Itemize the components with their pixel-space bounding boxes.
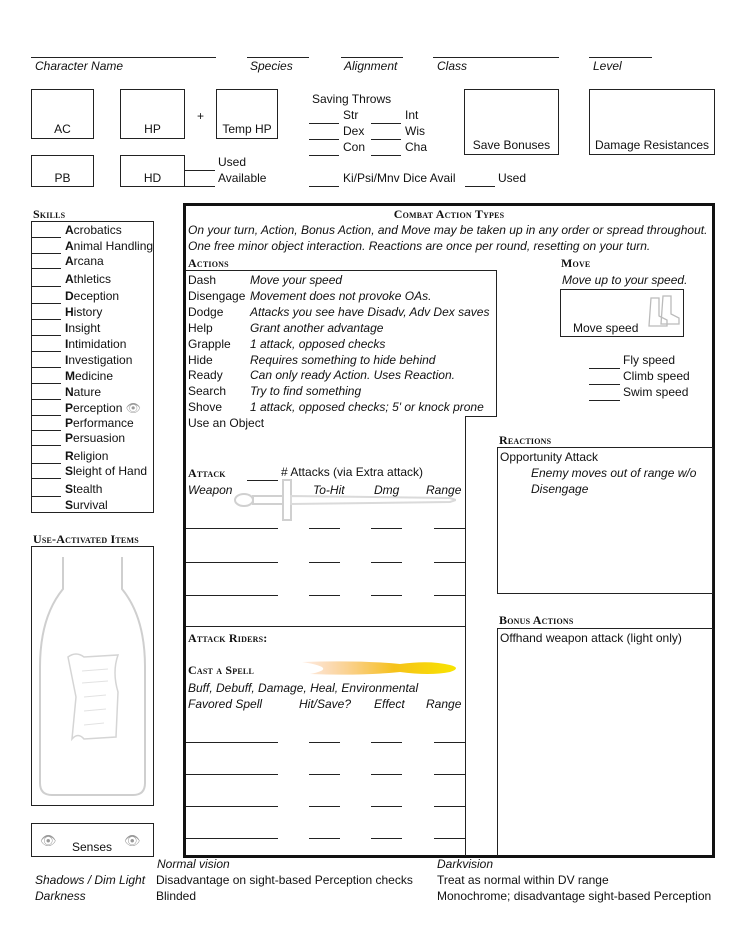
skill-name (65, 482, 102, 496)
dmg-header: Dmg (374, 483, 400, 497)
skill-rest: erception (73, 401, 123, 415)
vision-row-dark: Treat as normal within DV range (437, 873, 609, 887)
hd-available-label: Available (218, 171, 267, 185)
skill-initial: M (65, 369, 75, 383)
spell-field-name[interactable] (186, 774, 278, 775)
skill-proficiency-line[interactable] (32, 383, 61, 384)
level-line[interactable] (589, 57, 652, 58)
dex-save-line[interactable] (309, 139, 339, 140)
skill-name (65, 321, 100, 335)
action-description: Try to find something (250, 384, 362, 399)
skill-initial: A (65, 254, 74, 268)
skill-rest: ntimidation (68, 337, 127, 351)
eye-icon: 👁 (124, 833, 141, 848)
skill-rest: thletics (73, 272, 112, 286)
str-save-line[interactable] (309, 123, 339, 124)
favored-spell-header: Favored Spell (188, 697, 263, 711)
attack-field-hit[interactable] (309, 595, 340, 596)
skill-rest: tealth (73, 482, 103, 496)
int-label: Int (405, 108, 419, 122)
skill-initial: N (65, 385, 74, 399)
con-label: Con (343, 140, 366, 154)
spell-field-effect[interactable] (371, 774, 402, 775)
hd-used-label: Used (218, 155, 247, 169)
skill-initial: H (65, 305, 74, 319)
senses-label: Senses (72, 840, 113, 854)
action-name: Use an Object (188, 416, 265, 431)
species-label: Species (250, 59, 293, 73)
move-speed-box[interactable] (560, 289, 684, 337)
save-bonuses-box[interactable] (464, 89, 559, 155)
darkvision-header: Darkvision (437, 857, 494, 871)
reactions-box[interactable] (497, 447, 713, 594)
skill-initial: I (65, 337, 69, 351)
spell-field-name[interactable] (186, 742, 278, 743)
skill-rest: eligion (73, 449, 109, 463)
spell-field-hit[interactable] (309, 742, 340, 743)
skill-rest: nimal Handling (73, 239, 154, 253)
skill-name (65, 449, 108, 463)
spell-field-hit[interactable] (309, 806, 340, 807)
skill-proficiency-line[interactable] (32, 399, 61, 400)
skill-initial: A (65, 272, 74, 286)
skill-rest: edicine (75, 369, 114, 383)
skill-initial: I (65, 321, 69, 335)
pb-box[interactable] (31, 155, 94, 187)
skill-rest: erformance (73, 416, 134, 430)
skill-initial: S (65, 464, 74, 478)
vision-row-label: Shadows / Dim Light (35, 873, 146, 887)
reaction-name: Opportunity Attack (500, 450, 599, 464)
vision-row-label: Darkness (35, 889, 86, 903)
skill-proficiency-line[interactable] (32, 463, 61, 464)
skill-proficiency-line[interactable] (32, 351, 61, 352)
actions-title: Actions (188, 256, 229, 270)
int-save-line[interactable] (371, 123, 401, 124)
weapon-header: Weapon (188, 483, 233, 497)
skill-rest: nvestigation (68, 353, 133, 367)
spell-field-effect[interactable] (371, 838, 402, 839)
skill-proficiency-line[interactable] (32, 303, 61, 304)
skill-name (65, 305, 102, 319)
attack-field-hit[interactable] (309, 528, 340, 529)
fly-speed-line[interactable] (589, 368, 620, 369)
climb-speed-line[interactable] (589, 384, 620, 385)
hd-box[interactable] (120, 155, 185, 187)
skill-rest: ature (73, 385, 102, 399)
skill-proficiency-line[interactable] (32, 268, 61, 269)
skill-initial: A (65, 223, 74, 237)
bonus-actions-title: Bonus Actions (499, 613, 574, 627)
hp-box[interactable] (120, 89, 185, 139)
skills-title: Skills (33, 207, 66, 221)
dice-used-label: Used (498, 171, 527, 185)
dice-used-line[interactable] (465, 186, 495, 187)
skill-proficiency-line[interactable] (32, 335, 61, 336)
hp-label: HP (144, 122, 161, 136)
action-name: Shove (188, 400, 223, 415)
skill-name (65, 498, 108, 512)
attacks-count-label: # Attacks (via Extra attack) (281, 465, 424, 479)
saving-throws-title: Saving Throws (312, 92, 392, 106)
alignment-label: Alignment (344, 59, 398, 73)
temp-hp-box[interactable] (216, 89, 278, 139)
fly-speed-label: Fly speed (623, 353, 676, 367)
ac-label: AC (54, 122, 71, 136)
spell-field-hit[interactable] (309, 838, 340, 839)
skill-initial: I (65, 353, 69, 367)
skill-name (65, 254, 104, 268)
action-name: Dash (188, 273, 217, 287)
action-description: Move your speed (250, 273, 343, 287)
action-description: Can only ready Action. Uses Reaction. (250, 368, 455, 383)
normal-vision-header: Normal vision (157, 857, 230, 871)
eye-icon: 👁 (40, 833, 57, 848)
skill-name (65, 223, 122, 237)
attack-field-range[interactable] (434, 595, 465, 596)
attack-title: Attack (188, 466, 226, 480)
spell-types: Buff, Debuff, Damage, Heal, Environmental (188, 681, 419, 695)
effect-header: Effect (374, 697, 405, 711)
temp-hp-label: Temp HP (222, 122, 272, 136)
skill-rest: ersuasion (73, 431, 126, 445)
damage-resistances-box[interactable] (589, 89, 715, 155)
cha-label: Cha (405, 140, 428, 154)
skill-name (65, 401, 141, 415)
dice-avail-label: Ki/Psi/Mnv Dice Avail (343, 171, 456, 185)
str-label: Str (343, 108, 359, 122)
attack-field-range[interactable] (434, 528, 465, 529)
skill-initial: S (65, 482, 74, 496)
plus-sign: + (197, 109, 205, 123)
action-name: Search (188, 384, 227, 399)
action-description: Grant another advantage (250, 320, 384, 335)
climb-speed-label: Climb speed (623, 369, 690, 383)
skill-proficiency-line[interactable] (32, 319, 61, 320)
skill-proficiency-line[interactable] (32, 496, 61, 497)
attack-field-effect[interactable] (371, 595, 402, 596)
skill-name (65, 369, 113, 383)
combat-action-types-title: Combat Action Types (393, 207, 505, 221)
attack-field-name[interactable] (186, 595, 278, 596)
action-description: 1 attack, opposed checks; 5' or knock prone (250, 400, 484, 415)
damage-resistances-label: Damage Resistances (594, 138, 710, 152)
skill-name (65, 337, 126, 351)
skill-name (65, 385, 101, 399)
eye-icon: 👁 (122, 401, 141, 415)
spell-field-range[interactable] (434, 806, 465, 807)
action-name: Ready (188, 368, 223, 383)
skill-rest: leight of Hand (73, 464, 148, 478)
skill-rest: crobatics (73, 223, 122, 237)
skill-initial: R (65, 449, 74, 463)
swim-speed-label: Swim speed (623, 385, 689, 399)
class-line[interactable] (433, 57, 559, 58)
spell-field-range[interactable] (434, 838, 465, 839)
action-name: Dodge (188, 304, 224, 319)
skill-proficiency-line[interactable] (32, 478, 61, 479)
action-name: Help (188, 320, 213, 335)
dex-label: Dex (343, 124, 365, 138)
skill-name (65, 239, 153, 253)
hd-label: HD (143, 171, 162, 185)
boots-icon (645, 294, 681, 334)
attack-field-range[interactable] (434, 562, 465, 563)
to-hit-header: To-Hit (313, 483, 345, 497)
hit-save-header: Hit/Save? (299, 697, 352, 711)
wis-label: Wis (405, 124, 425, 138)
bonus-actions-box[interactable] (497, 628, 713, 856)
skill-initial: P (65, 416, 74, 430)
alignment-line[interactable] (341, 57, 403, 58)
skill-proficiency-line[interactable] (32, 286, 61, 287)
spell-field-hit[interactable] (309, 774, 340, 775)
attack-section-divider (186, 626, 465, 627)
wis-save-line[interactable] (371, 139, 401, 140)
spell-range-header: Range (426, 697, 462, 711)
spell-field-name[interactable] (186, 806, 278, 807)
con-save-line[interactable] (309, 155, 339, 156)
species-line[interactable] (247, 57, 309, 58)
action-description: Requires something to hide behind (250, 352, 436, 367)
skill-name (65, 431, 125, 445)
bonus-action-item: Offhand weapon attack (light only) (500, 631, 682, 645)
attack-field-effect[interactable] (371, 562, 402, 563)
action-description: Movement does not provoke OAs. (250, 288, 432, 303)
skill-proficiency-line[interactable] (32, 237, 61, 238)
skill-rest: istory (73, 305, 103, 319)
sword-icon (232, 474, 456, 526)
class-label: Class (437, 59, 468, 73)
save-bonuses-label: Save Bonuses (472, 138, 551, 152)
skill-initial: D (65, 289, 74, 303)
reaction-description-1: Enemy moves out of range w/o (531, 466, 697, 480)
skill-initial: S (65, 498, 74, 512)
combat-intro-line2: One free minor object interaction. Reactions are once per round, resetting on your turn. (188, 239, 651, 253)
potion-bottle-icon (32, 547, 153, 805)
skill-rest: nsight (68, 321, 101, 335)
spell-field-range[interactable] (434, 774, 465, 775)
skill-rest: eception (73, 289, 120, 303)
skill-name (65, 464, 147, 478)
use-activated-items-title: Use-Activated Items (33, 532, 139, 546)
attack-field-hit[interactable] (309, 562, 340, 563)
column-divider (465, 416, 497, 856)
spell-field-effect[interactable] (371, 742, 402, 743)
attack-field-name[interactable] (186, 562, 278, 563)
action-name: Disengage (188, 288, 246, 303)
skill-rest: urvival (73, 498, 108, 512)
dice-avail-line[interactable] (309, 186, 339, 187)
move-description: Move up to your speed. (562, 273, 688, 287)
senses-box[interactable] (31, 823, 154, 857)
cha-save-line[interactable] (371, 155, 401, 156)
vision-row-dark: Monochrome; disadvantage sight-based Perception (437, 889, 712, 903)
action-description: Attacks you see have Disadv, Adv Dex saves (250, 304, 490, 319)
skill-name (65, 272, 111, 286)
skill-proficiency-line[interactable] (32, 253, 61, 254)
skill-proficiency-line[interactable] (32, 415, 61, 416)
spell-field-name[interactable] (186, 838, 278, 839)
skill-name (65, 289, 119, 303)
skill-proficiency-line[interactable] (32, 445, 61, 446)
action-name: Grapple (188, 336, 231, 351)
move-title: Move (561, 256, 591, 270)
skill-name (65, 353, 132, 367)
cast-a-spell-title: Cast a Spell (188, 663, 254, 677)
reactions-title: Reactions (499, 433, 552, 447)
attack-field-name[interactable] (186, 528, 278, 529)
action-description: 1 attack, opposed checks (250, 336, 386, 351)
move-speed-label: Move speed (573, 321, 639, 335)
action-name: Hide (188, 352, 213, 367)
skill-proficiency-line[interactable] (32, 430, 61, 431)
combat-intro-line1: On your turn, Action, Bonus Action, and Move may be taken up in any order or spread throughout. (188, 223, 708, 237)
skill-name (65, 416, 134, 430)
character-name-line[interactable] (31, 57, 216, 58)
character-name-label: Character Name (35, 59, 124, 73)
fireball-icon (300, 656, 464, 680)
vision-row-normal: Disadvantage on sight-based Perception checks (156, 873, 413, 887)
level-label: Level (593, 59, 622, 73)
skill-rest: rcana (73, 254, 104, 268)
skill-proficiency-line[interactable] (32, 367, 61, 368)
ac-box[interactable] (31, 89, 94, 139)
hd-available-line[interactable] (185, 186, 215, 187)
range-header: Range (426, 483, 462, 497)
skill-initial: A (65, 239, 74, 253)
reaction-description-2: Disengage (531, 482, 589, 496)
hd-used-line[interactable] (185, 170, 215, 171)
vision-row-normal: Blinded (156, 889, 197, 903)
skill-initial: P (65, 431, 74, 445)
spell-field-range[interactable] (434, 742, 465, 743)
pb-label: PB (54, 171, 71, 185)
attack-field-effect[interactable] (371, 528, 402, 529)
skill-initial: P (65, 401, 74, 415)
spell-field-effect[interactable] (371, 806, 402, 807)
skill-proficiency-line[interactable] (32, 512, 61, 513)
swim-speed-line[interactable] (589, 400, 620, 401)
attack-riders-title: Attack Riders: (188, 631, 268, 645)
use-activated-items-box[interactable] (31, 546, 154, 806)
